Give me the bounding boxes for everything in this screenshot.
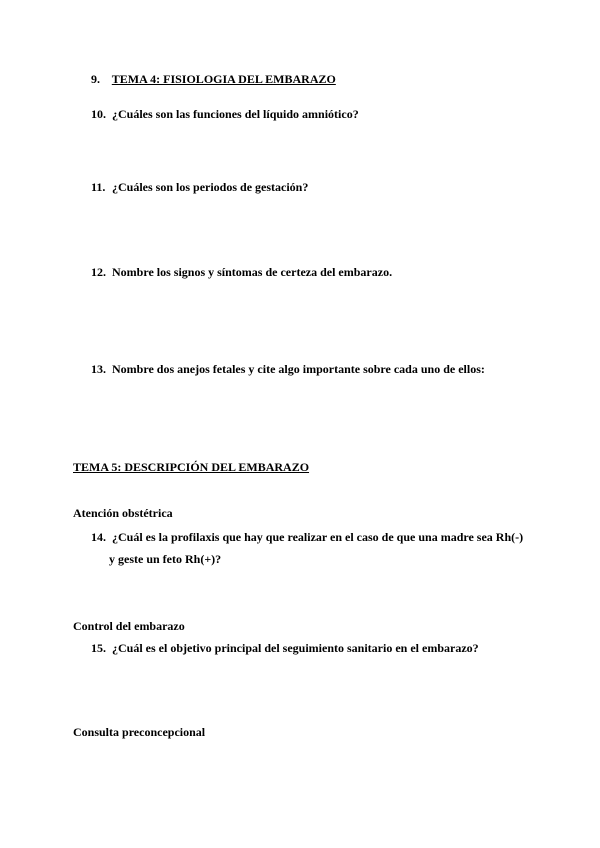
question-text: ¿Cuál es el objetivo principal del seguimiento sanitario en el embarazo? [112,641,479,655]
subsection-heading-control: Control del embarazo [73,619,185,633]
item-number: 9. [91,72,100,86]
item-9 [91,72,336,86]
subsection-heading-consulta: Consulta preconcepcional [73,725,206,739]
section-5-title: TEMA 5: DESCRIPCIÓN DEL EMBARAZO [73,460,310,474]
question-number: 11. [91,180,106,194]
question-11 [91,180,308,194]
question-14-continuation: y geste un feto Rh(+)? [109,552,222,566]
question-15 [91,641,479,655]
section-4-title: TEMA 4: FISIOLOGIA DEL EMBARAZO [111,72,336,86]
question-text: Nombre dos anejos fetales y cite algo importante sobre cada uno de ellos: [112,362,485,376]
question-number: 15. [91,641,106,655]
question-12 [91,265,392,279]
question-number: 14. [91,530,106,544]
question-10 [91,107,359,121]
question-14 [91,530,523,544]
question-number: 13. [91,362,106,376]
question-13 [91,362,485,376]
question-text: ¿Cuáles son las funciones del líquido amniótico? [112,107,359,121]
subsection-heading-atencion: Atención obstétrica [73,506,173,520]
question-number: 10. [91,107,106,121]
question-text: Nombre los signos y síntomas de certeza del embarazo. [112,265,393,279]
question-text: ¿Cuál es la profilaxis que hay que realizar en el caso de que una madre sea Rh(-) [112,530,524,544]
question-number: 12. [91,265,106,279]
question-text: ¿Cuáles son los periodos de gestación? [112,180,309,194]
